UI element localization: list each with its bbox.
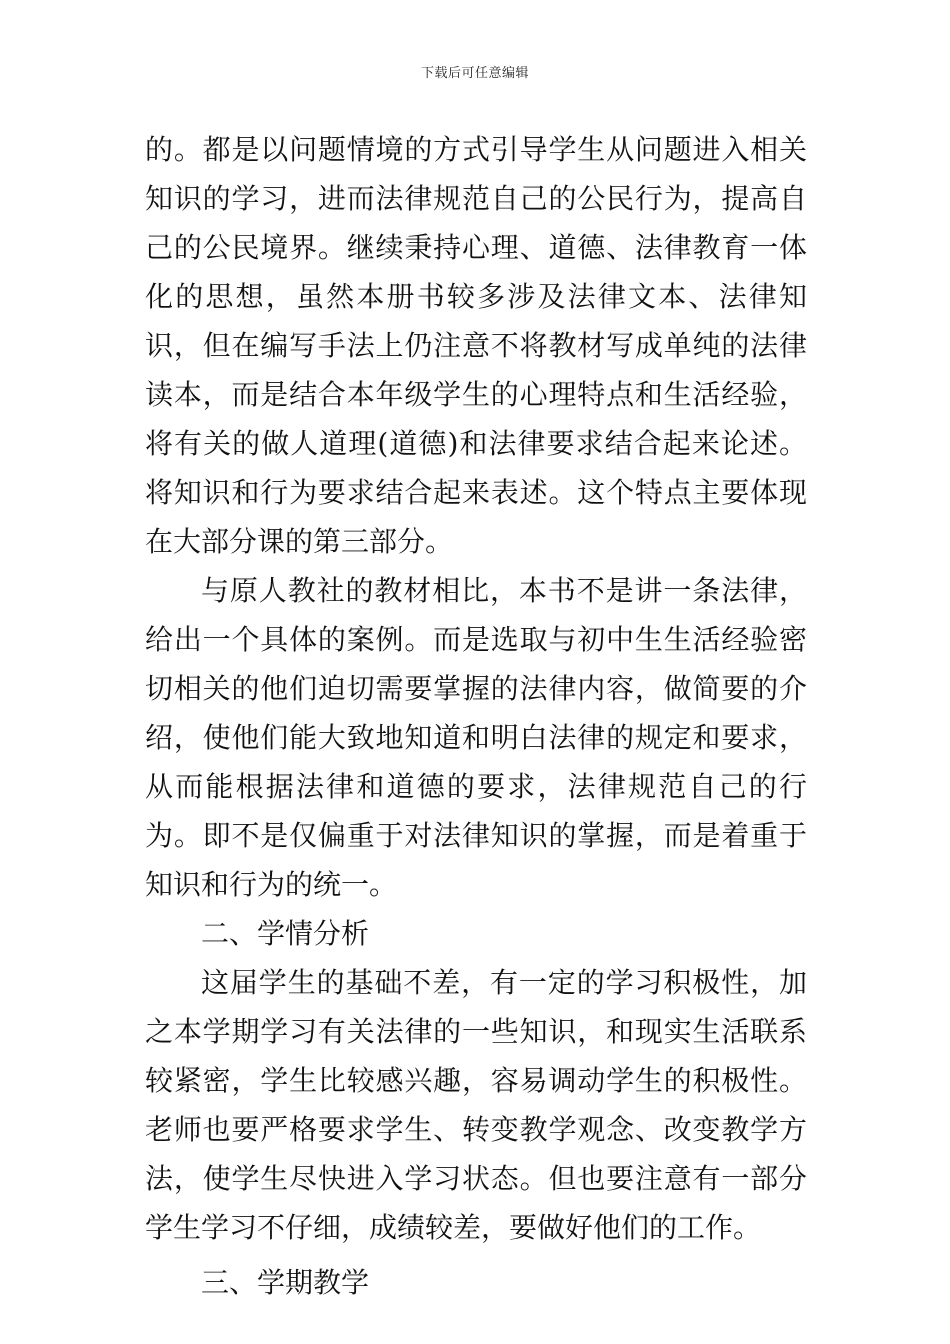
section-heading-semester-teaching: 三、学期教学 (201, 1266, 370, 1299)
page-header-note: 下载后可任意编辑 (420, 66, 529, 81)
paragraph-comparison: 与原人教社的教材相比，本书不是讲一条法律，给出一个具体的案例。而是选取与初中生生活经验密切相关的他们迫切需要掌握的法律内容，做简要的介绍，使他们能大致地知道和明白法律的规定和要求，从而能根据法律和道德的要求，法律规范自己的行为。即不是仅偏重于对法律知识的掌握，而是着重于知识和行为的统一。 (145, 574, 807, 901)
section-heading-learning-analysis: 二、学情分析 (201, 917, 370, 950)
document-body (145, 125, 807, 1307)
paragraph-continuation: 的。都是以问题情境的方式引导学生从问题进入相关知识的学习，进而法律规范自己的公民行为，提高自己的公民境界。继续秉持心理、道德、法律教育一体化的思想，虽然本册书较多涉及法律文本、法律知识，但在编写手法上仍注意不将教材写成单纯的法律读本，而是结合本年级学生的心理特点和生活经验，将有关的做人道理(道德)和法律要求结合起来论述。将知识和行为要求结合起来表述。这个特点主要体现在大部分课的第三部分。 (145, 133, 807, 558)
paragraph-learning-analysis: 这届学生的基础不差，有一定的学习积极性，加之本学期学习有关法律的一些知识，和现实生活联系较紧密，学生比较感兴趣，容易调动学生的积极性。老师也要严格要求学生、转变教学观念、改变教学方法，使学生尽快进入学习状态。但也要注意有一部分学生学习不仔细，成绩较差，要做好他们的工作。 (145, 966, 807, 1244)
